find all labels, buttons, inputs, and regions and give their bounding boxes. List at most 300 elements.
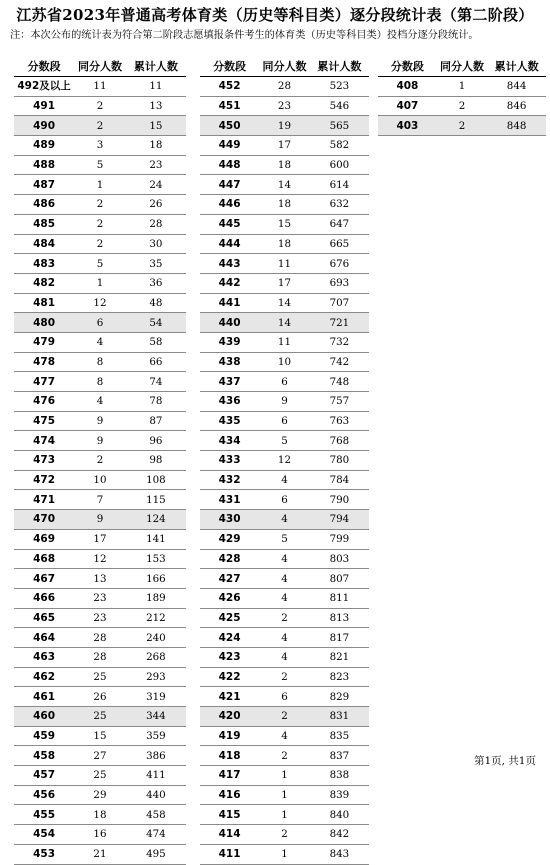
cumulative-cell: 600 bbox=[310, 155, 369, 175]
cumulative-cell: 319 bbox=[126, 687, 186, 707]
cumulative-cell: 474 bbox=[126, 825, 186, 845]
score-table-column-3 bbox=[378, 57, 546, 136]
page-title: 江苏省2023年普通高考体育类（历史等科目类）逐分段统计表（第二阶段） bbox=[16, 6, 534, 24]
score-cell: 470 bbox=[14, 510, 74, 530]
same-count-cell: 4 bbox=[259, 647, 310, 667]
table-row bbox=[200, 549, 369, 569]
same-count-cell: 4 bbox=[259, 510, 310, 530]
table-row bbox=[200, 234, 369, 254]
same-count-cell: 4 bbox=[259, 588, 310, 608]
same-count-cell: 18 bbox=[74, 805, 126, 825]
score-cell: 491 bbox=[14, 96, 74, 116]
same-count-cell: 26 bbox=[74, 687, 126, 707]
same-count-cell: 27 bbox=[74, 746, 126, 766]
same-count-cell: 17 bbox=[74, 529, 126, 549]
table-header-row bbox=[378, 57, 546, 77]
score-cell: 489 bbox=[14, 136, 74, 156]
table-row bbox=[200, 195, 369, 215]
same-count-cell: 15 bbox=[259, 214, 310, 234]
same-count-cell: 12 bbox=[74, 549, 126, 569]
same-count-cell: 18 bbox=[259, 195, 310, 215]
score-cell: 433 bbox=[200, 451, 259, 471]
header-cumulative: 累计人数 bbox=[310, 57, 369, 77]
cumulative-cell: 707 bbox=[310, 293, 369, 313]
cumulative-cell: 838 bbox=[310, 766, 369, 786]
score-cell: 471 bbox=[14, 490, 74, 510]
score-cell: 418 bbox=[200, 746, 259, 766]
same-count-cell: 6 bbox=[259, 490, 310, 510]
same-count-cell: 9 bbox=[74, 510, 126, 530]
cumulative-cell: 54 bbox=[126, 313, 186, 333]
cumulative-cell: 840 bbox=[310, 805, 369, 825]
table-row bbox=[14, 588, 186, 608]
score-cell: 492及以上 bbox=[14, 77, 74, 97]
score-cell: 474 bbox=[14, 431, 74, 451]
same-count-cell: 18 bbox=[259, 155, 310, 175]
score-cell: 465 bbox=[14, 608, 74, 628]
table-row bbox=[200, 332, 369, 352]
cumulative-cell: 817 bbox=[310, 628, 369, 648]
same-count-cell: 2 bbox=[259, 746, 310, 766]
score-cell: 441 bbox=[200, 293, 259, 313]
cumulative-cell: 359 bbox=[126, 726, 186, 746]
cumulative-cell: 842 bbox=[310, 825, 369, 845]
cumulative-cell: 58 bbox=[126, 332, 186, 352]
same-count-cell: 3 bbox=[74, 136, 126, 156]
score-cell: 464 bbox=[14, 628, 74, 648]
score-cell: 431 bbox=[200, 490, 259, 510]
table-row bbox=[14, 431, 186, 451]
same-count-cell: 28 bbox=[74, 628, 126, 648]
cumulative-cell: 87 bbox=[126, 411, 186, 431]
cumulative-cell: 831 bbox=[310, 707, 369, 727]
table-row bbox=[378, 116, 546, 136]
same-count-cell: 4 bbox=[259, 569, 310, 589]
score-cell: 419 bbox=[200, 726, 259, 746]
same-count-cell: 23 bbox=[259, 96, 310, 116]
table-row bbox=[200, 726, 369, 746]
cumulative-cell: 721 bbox=[310, 313, 369, 333]
cumulative-cell: 839 bbox=[310, 785, 369, 805]
same-count-cell: 23 bbox=[74, 608, 126, 628]
score-cell: 421 bbox=[200, 687, 259, 707]
table-row bbox=[14, 746, 186, 766]
score-cell: 411 bbox=[200, 844, 259, 864]
score-cell: 437 bbox=[200, 372, 259, 392]
score-cell: 408 bbox=[378, 77, 437, 97]
same-count-cell: 14 bbox=[259, 293, 310, 313]
table-row bbox=[200, 529, 369, 549]
cumulative-cell: 848 bbox=[487, 116, 546, 136]
table-row bbox=[14, 411, 186, 431]
score-cell: 458 bbox=[14, 746, 74, 766]
cumulative-cell: 813 bbox=[310, 608, 369, 628]
cumulative-cell: 124 bbox=[126, 510, 186, 530]
same-count-cell: 2 bbox=[259, 608, 310, 628]
score-cell: 448 bbox=[200, 155, 259, 175]
same-count-cell: 1 bbox=[74, 273, 126, 293]
cumulative-cell: 212 bbox=[126, 608, 186, 628]
same-count-cell: 1 bbox=[259, 805, 310, 825]
table-row bbox=[200, 766, 369, 786]
same-count-cell: 8 bbox=[74, 372, 126, 392]
cumulative-cell: 28 bbox=[126, 214, 186, 234]
same-count-cell: 5 bbox=[259, 431, 310, 451]
table-header-row bbox=[200, 57, 369, 77]
page-footer: 第1页, 共1页 bbox=[473, 755, 536, 767]
table-row bbox=[14, 96, 186, 116]
cumulative-cell: 632 bbox=[310, 195, 369, 215]
score-table bbox=[200, 57, 369, 865]
table-row bbox=[200, 155, 369, 175]
same-count-cell: 4 bbox=[259, 628, 310, 648]
score-cell: 485 bbox=[14, 214, 74, 234]
cumulative-cell: 411 bbox=[126, 766, 186, 786]
table-row bbox=[14, 214, 186, 234]
score-cell: 414 bbox=[200, 825, 259, 845]
score-cell: 450 bbox=[200, 116, 259, 136]
same-count-cell: 4 bbox=[259, 726, 310, 746]
same-count-cell: 2 bbox=[74, 96, 126, 116]
same-count-cell: 9 bbox=[259, 392, 310, 412]
same-count-cell: 1 bbox=[437, 77, 487, 97]
cumulative-cell: 835 bbox=[310, 726, 369, 746]
score-cell: 466 bbox=[14, 588, 74, 608]
table-row bbox=[200, 785, 369, 805]
cumulative-cell: 799 bbox=[310, 529, 369, 549]
cumulative-cell: 837 bbox=[310, 746, 369, 766]
same-count-cell: 14 bbox=[259, 313, 310, 333]
same-count-cell: 2 bbox=[74, 214, 126, 234]
cumulative-cell: 98 bbox=[126, 451, 186, 471]
cumulative-cell: 13 bbox=[126, 96, 186, 116]
score-cell: 424 bbox=[200, 628, 259, 648]
header-same-count: 同分人数 bbox=[259, 57, 310, 77]
table-row bbox=[14, 628, 186, 648]
table-row bbox=[14, 136, 186, 156]
cumulative-cell: 26 bbox=[126, 195, 186, 215]
score-cell: 481 bbox=[14, 293, 74, 313]
score-cell: 452 bbox=[200, 77, 259, 97]
same-count-cell: 2 bbox=[259, 667, 310, 687]
same-count-cell: 1 bbox=[74, 175, 126, 195]
score-cell: 488 bbox=[14, 155, 74, 175]
cumulative-cell: 268 bbox=[126, 647, 186, 667]
cumulative-cell: 843 bbox=[310, 844, 369, 864]
cumulative-cell: 811 bbox=[310, 588, 369, 608]
cumulative-cell: 153 bbox=[126, 549, 186, 569]
same-count-cell: 17 bbox=[259, 136, 310, 156]
score-cell: 451 bbox=[200, 96, 259, 116]
cumulative-cell: 821 bbox=[310, 647, 369, 667]
score-cell: 457 bbox=[14, 766, 74, 786]
score-cell: 415 bbox=[200, 805, 259, 825]
same-count-cell: 1 bbox=[259, 766, 310, 786]
table-row bbox=[200, 844, 369, 864]
score-cell: 430 bbox=[200, 510, 259, 530]
same-count-cell: 19 bbox=[259, 116, 310, 136]
table-row bbox=[14, 510, 186, 530]
table-row bbox=[14, 825, 186, 845]
same-count-cell: 23 bbox=[74, 588, 126, 608]
cumulative-cell: 36 bbox=[126, 273, 186, 293]
header-cumulative: 累计人数 bbox=[126, 57, 186, 77]
cumulative-cell: 166 bbox=[126, 569, 186, 589]
table-row bbox=[14, 254, 186, 274]
score-cell: 427 bbox=[200, 569, 259, 589]
header-score: 分数段 bbox=[378, 57, 437, 77]
table-row bbox=[200, 352, 369, 372]
score-cell: 477 bbox=[14, 372, 74, 392]
table-row bbox=[200, 293, 369, 313]
score-cell: 463 bbox=[14, 647, 74, 667]
score-cell: 486 bbox=[14, 195, 74, 215]
same-count-cell: 2 bbox=[74, 116, 126, 136]
cumulative-cell: 48 bbox=[126, 293, 186, 313]
score-cell: 445 bbox=[200, 214, 259, 234]
table-row bbox=[200, 647, 369, 667]
header-score: 分数段 bbox=[200, 57, 259, 77]
table-row bbox=[200, 746, 369, 766]
score-cell: 487 bbox=[14, 175, 74, 195]
table-row bbox=[200, 667, 369, 687]
cumulative-cell: 807 bbox=[310, 569, 369, 589]
cumulative-cell: 748 bbox=[310, 372, 369, 392]
score-table-column-2 bbox=[200, 57, 369, 865]
table-row bbox=[14, 451, 186, 471]
same-count-cell: 6 bbox=[74, 313, 126, 333]
score-cell: 456 bbox=[14, 785, 74, 805]
same-count-cell: 6 bbox=[259, 411, 310, 431]
table-row bbox=[200, 77, 369, 97]
score-cell: 469 bbox=[14, 529, 74, 549]
score-cell: 478 bbox=[14, 352, 74, 372]
table-row bbox=[200, 588, 369, 608]
table-row bbox=[200, 431, 369, 451]
score-table-column-1 bbox=[14, 57, 186, 865]
same-count-cell: 9 bbox=[74, 411, 126, 431]
same-count-cell: 28 bbox=[259, 77, 310, 97]
same-count-cell: 2 bbox=[74, 195, 126, 215]
table-row bbox=[378, 96, 546, 116]
table-row bbox=[200, 569, 369, 589]
score-cell: 444 bbox=[200, 234, 259, 254]
table-row bbox=[14, 805, 186, 825]
same-count-cell: 9 bbox=[74, 431, 126, 451]
table-row bbox=[200, 313, 369, 333]
table-row bbox=[200, 825, 369, 845]
score-cell: 476 bbox=[14, 392, 74, 412]
table-row bbox=[200, 707, 369, 727]
header-score: 分数段 bbox=[14, 57, 74, 77]
same-count-cell: 28 bbox=[74, 647, 126, 667]
cumulative-cell: 15 bbox=[126, 116, 186, 136]
table-row bbox=[200, 628, 369, 648]
cumulative-cell: 546 bbox=[310, 96, 369, 116]
cumulative-cell: 66 bbox=[126, 352, 186, 372]
header-same-count: 同分人数 bbox=[74, 57, 126, 77]
cumulative-cell: 565 bbox=[310, 116, 369, 136]
same-count-cell: 25 bbox=[74, 766, 126, 786]
cumulative-cell: 240 bbox=[126, 628, 186, 648]
table-row bbox=[200, 96, 369, 116]
score-cell: 435 bbox=[200, 411, 259, 431]
score-cell: 403 bbox=[378, 116, 437, 136]
table-row bbox=[14, 175, 186, 195]
same-count-cell: 5 bbox=[74, 155, 126, 175]
same-count-cell: 4 bbox=[74, 392, 126, 412]
cumulative-cell: 35 bbox=[126, 254, 186, 274]
same-count-cell: 2 bbox=[74, 451, 126, 471]
cumulative-cell: 823 bbox=[310, 667, 369, 687]
cumulative-cell: 523 bbox=[310, 77, 369, 97]
table-row bbox=[14, 313, 186, 333]
score-cell: 449 bbox=[200, 136, 259, 156]
same-count-cell: 7 bbox=[74, 490, 126, 510]
score-cell: 407 bbox=[378, 96, 437, 116]
same-count-cell: 25 bbox=[74, 667, 126, 687]
same-count-cell: 21 bbox=[74, 844, 126, 864]
table-row bbox=[14, 470, 186, 490]
table-row bbox=[14, 392, 186, 412]
cumulative-cell: 189 bbox=[126, 588, 186, 608]
score-cell: 446 bbox=[200, 195, 259, 215]
table-row bbox=[14, 608, 186, 628]
score-cell: 432 bbox=[200, 470, 259, 490]
same-count-cell: 16 bbox=[74, 825, 126, 845]
table-row bbox=[14, 707, 186, 727]
cumulative-cell: 780 bbox=[310, 451, 369, 471]
score-cell: 468 bbox=[14, 549, 74, 569]
table-row bbox=[14, 77, 186, 97]
same-count-cell: 2 bbox=[74, 234, 126, 254]
cumulative-cell: 829 bbox=[310, 687, 369, 707]
table-row bbox=[200, 273, 369, 293]
table-row bbox=[14, 293, 186, 313]
same-count-cell: 5 bbox=[259, 529, 310, 549]
same-count-cell: 18 bbox=[259, 234, 310, 254]
cumulative-cell: 693 bbox=[310, 273, 369, 293]
score-cell: 417 bbox=[200, 766, 259, 786]
same-count-cell: 8 bbox=[74, 352, 126, 372]
table-row bbox=[14, 273, 186, 293]
score-cell: 461 bbox=[14, 687, 74, 707]
same-count-cell: 12 bbox=[74, 293, 126, 313]
cumulative-cell: 11 bbox=[126, 77, 186, 97]
same-count-cell: 4 bbox=[74, 332, 126, 352]
cumulative-cell: 647 bbox=[310, 214, 369, 234]
cumulative-cell: 763 bbox=[310, 411, 369, 431]
table-row bbox=[200, 136, 369, 156]
same-count-cell: 29 bbox=[74, 785, 126, 805]
same-count-cell: 13 bbox=[74, 569, 126, 589]
same-count-cell: 6 bbox=[259, 372, 310, 392]
table-row bbox=[200, 392, 369, 412]
score-cell: 453 bbox=[14, 844, 74, 864]
cumulative-cell: 495 bbox=[126, 844, 186, 864]
cumulative-cell: 293 bbox=[126, 667, 186, 687]
table-note: 注：本次公布的统计表为符合第二阶段志愿填报条件考生的体育类（历史等科目类）投档分逐分段统计。 bbox=[10, 30, 479, 41]
cumulative-cell: 757 bbox=[310, 392, 369, 412]
score-cell: 447 bbox=[200, 175, 259, 195]
table-row bbox=[200, 687, 369, 707]
score-cell: 472 bbox=[14, 470, 74, 490]
table-row bbox=[200, 451, 369, 471]
header-cumulative: 累计人数 bbox=[487, 57, 546, 77]
table-row bbox=[14, 549, 186, 569]
score-cell: 475 bbox=[14, 411, 74, 431]
score-cell: 462 bbox=[14, 667, 74, 687]
table-row bbox=[14, 569, 186, 589]
same-count-cell: 6 bbox=[259, 687, 310, 707]
cumulative-cell: 803 bbox=[310, 549, 369, 569]
cumulative-cell: 386 bbox=[126, 746, 186, 766]
table-row bbox=[200, 490, 369, 510]
score-cell: 442 bbox=[200, 273, 259, 293]
cumulative-cell: 742 bbox=[310, 352, 369, 372]
table-row bbox=[14, 766, 186, 786]
score-cell: 439 bbox=[200, 332, 259, 352]
table-row bbox=[14, 332, 186, 352]
same-count-cell: 11 bbox=[259, 254, 310, 274]
score-cell: 473 bbox=[14, 451, 74, 471]
cumulative-cell: 24 bbox=[126, 175, 186, 195]
score-cell: 440 bbox=[200, 313, 259, 333]
same-count-cell: 2 bbox=[437, 116, 487, 136]
score-cell: 416 bbox=[200, 785, 259, 805]
same-count-cell: 12 bbox=[259, 451, 310, 471]
cumulative-cell: 614 bbox=[310, 175, 369, 195]
same-count-cell: 1 bbox=[259, 844, 310, 864]
cumulative-cell: 30 bbox=[126, 234, 186, 254]
cumulative-cell: 108 bbox=[126, 470, 186, 490]
same-count-cell: 25 bbox=[74, 707, 126, 727]
cumulative-cell: 676 bbox=[310, 254, 369, 274]
score-cell: 455 bbox=[14, 805, 74, 825]
cumulative-cell: 458 bbox=[126, 805, 186, 825]
score-cell: 484 bbox=[14, 234, 74, 254]
cumulative-cell: 115 bbox=[126, 490, 186, 510]
score-cell: 460 bbox=[14, 707, 74, 727]
cumulative-cell: 440 bbox=[126, 785, 186, 805]
score-cell: 420 bbox=[200, 707, 259, 727]
table-header-row bbox=[14, 57, 186, 77]
score-cell: 454 bbox=[14, 825, 74, 845]
score-cell: 426 bbox=[200, 588, 259, 608]
table-row bbox=[14, 726, 186, 746]
score-cell: 428 bbox=[200, 549, 259, 569]
cumulative-cell: 790 bbox=[310, 490, 369, 510]
table-row bbox=[200, 254, 369, 274]
same-count-cell: 1 bbox=[259, 785, 310, 805]
table-row bbox=[14, 155, 186, 175]
same-count-cell: 2 bbox=[259, 825, 310, 845]
table-row bbox=[200, 116, 369, 136]
table-row bbox=[14, 116, 186, 136]
table-row bbox=[200, 608, 369, 628]
table-row bbox=[14, 844, 186, 864]
header-same-count: 同分人数 bbox=[437, 57, 487, 77]
same-count-cell: 11 bbox=[74, 77, 126, 97]
table-row bbox=[14, 647, 186, 667]
score-cell: 490 bbox=[14, 116, 74, 136]
cumulative-cell: 344 bbox=[126, 707, 186, 727]
cumulative-cell: 74 bbox=[126, 372, 186, 392]
cumulative-cell: 732 bbox=[310, 332, 369, 352]
cumulative-cell: 141 bbox=[126, 529, 186, 549]
score-cell: 434 bbox=[200, 431, 259, 451]
score-cell: 423 bbox=[200, 647, 259, 667]
